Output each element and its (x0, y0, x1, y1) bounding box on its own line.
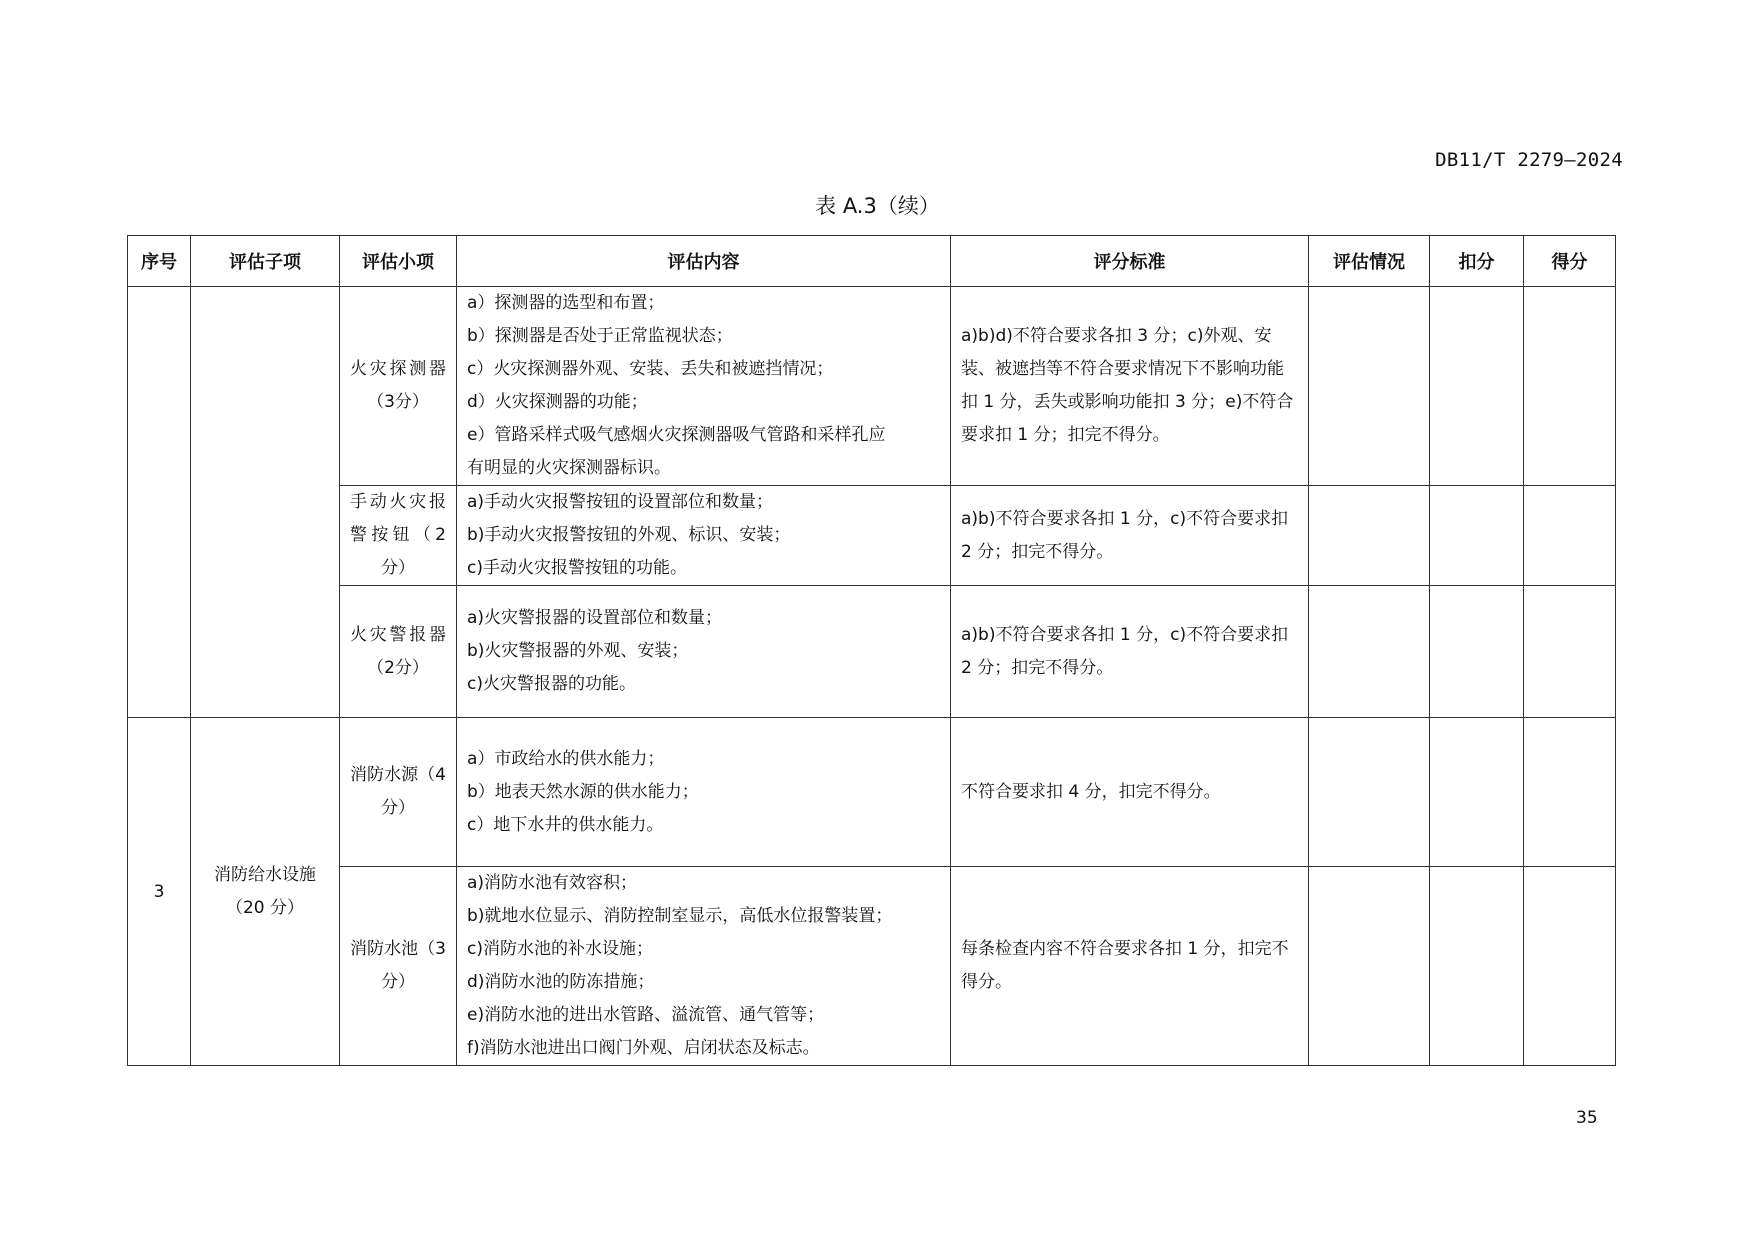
subitem-cell (191, 718, 340, 1066)
content-line: b）地表天然水源的供水能力； (467, 781, 699, 802)
content-line: c）地下水井的供水能力。 (467, 814, 664, 835)
item-cell: 消防水池（3分） (340, 867, 457, 1066)
table-header-row (128, 236, 1616, 287)
table-row (128, 287, 1616, 486)
content-cell (457, 486, 951, 586)
situation-cell (1309, 287, 1430, 486)
content-line: a）探测器的选型和布置； (467, 293, 665, 313)
table-row (128, 486, 1616, 586)
item-cell: 火灾警报器（2分） (340, 586, 457, 718)
criteria-cell: 每条检查内容不符合要求各扣 1 分，扣完不得分。 (951, 867, 1309, 1066)
content-line: b)就地水位显示、消防控制室显示，高低水位报警装置； (467, 906, 893, 926)
criteria-cell: a)b)不符合要求各扣 1 分，c)不符合要求扣 2 分；扣完不得分。 (951, 486, 1309, 586)
criteria-cell: a)b)d)不符合要求各扣 3 分；c)外观、安装、被遮挡等不符合要求情况下不影响功能扣 1 分，丢失或影响功能扣 3 分；e)不符合要求扣 1 分；扣完不得分。 (951, 287, 1309, 486)
criteria-cell: a)b)不符合要求各扣 1 分，c)不符合要求扣 2 分；扣完不得分。 (951, 586, 1309, 718)
content-cell (457, 586, 951, 718)
deduction-cell (1430, 867, 1524, 1066)
subitem-cell-empty (191, 287, 340, 718)
score-cell (1524, 718, 1616, 867)
content-line: c)火灾警报器的功能。 (467, 674, 636, 694)
standard-code: DB11/T 2279—2024 (1435, 149, 1623, 171)
content-line: b）探测器是否处于正常监视状态； (467, 326, 733, 346)
situation-cell (1309, 586, 1430, 718)
content-line: a)手动火灾报警按钮的设置部位和数量； (467, 492, 774, 512)
situation-cell (1309, 867, 1430, 1066)
deduction-cell (1430, 586, 1524, 718)
table-row (128, 586, 1616, 718)
subitem-name: 消防给水设施 (214, 864, 316, 885)
col-header-content: 评估内容 (457, 236, 951, 287)
content-cell (457, 287, 951, 486)
evaluation-table (127, 235, 1616, 1066)
item-cell: 火灾探测器（3分） (340, 287, 457, 486)
score-cell (1524, 867, 1616, 1066)
col-header-deduction: 扣分 (1430, 236, 1524, 287)
content-line: a)消防水池有效容积； (467, 873, 638, 893)
col-header-criteria: 评分标准 (951, 236, 1309, 287)
score-cell (1524, 287, 1616, 486)
seq-cell-empty (128, 287, 191, 718)
content-line: a)火灾警报器的设置部位和数量； (467, 608, 723, 628)
content-line: b)手动火灾报警按钮的外观、标识、安装； (467, 525, 791, 545)
col-header-situation: 评估情况 (1309, 236, 1430, 287)
content-line: c)消防水池的补水设施； (467, 939, 653, 959)
subitem-points: （20 分） (225, 897, 305, 918)
deduction-cell (1430, 486, 1524, 586)
content-cell (457, 867, 951, 1066)
score-cell (1524, 486, 1616, 586)
content-line: c）火灾探测器外观、安装、丢失和被遮挡情况； (467, 359, 834, 379)
content-line: e）管路采样式吸气感烟火灾探测器吸气管路和采样孔应 (467, 425, 886, 445)
content-line: b)火灾警报器的外观、安装； (467, 641, 689, 661)
content-line: d）火灾探测器的功能； (467, 392, 648, 412)
deduction-cell (1430, 718, 1524, 867)
criteria-cell: 不符合要求扣 4 分，扣完不得分。 (951, 718, 1309, 867)
deduction-cell (1430, 287, 1524, 486)
score-cell (1524, 586, 1616, 718)
item-cell: 手动火灾报警按钮（2分） (340, 486, 457, 586)
situation-cell (1309, 486, 1430, 586)
content-line: 有明显的火灾探测器标识。 (467, 458, 671, 478)
seq-cell: 3 (128, 718, 191, 1066)
content-line: a）市政给水的供水能力； (467, 748, 665, 769)
item-cell: 消防水源（4分） (340, 718, 457, 867)
content-line: d)消防水池的防冻措施； (467, 972, 655, 992)
col-header-subitem: 评估子项 (191, 236, 340, 287)
col-header-score: 得分 (1524, 236, 1616, 287)
page-number: 35 (1576, 1108, 1598, 1128)
table-title: 表 A.3（续） (815, 194, 940, 218)
content-cell (457, 718, 951, 867)
col-header-seq: 序号 (128, 236, 191, 287)
content-line: f)消防水池进出口阀门外观、启闭状态及标志。 (467, 1038, 820, 1058)
content-line: e)消防水池的进出水管路、溢流管、通气管等； (467, 1005, 825, 1025)
col-header-item: 评估小项 (340, 236, 457, 287)
table-row (128, 718, 1616, 867)
content-line: c)手动火灾报警按钮的功能。 (467, 558, 687, 578)
table-row (128, 867, 1616, 1066)
situation-cell (1309, 718, 1430, 867)
